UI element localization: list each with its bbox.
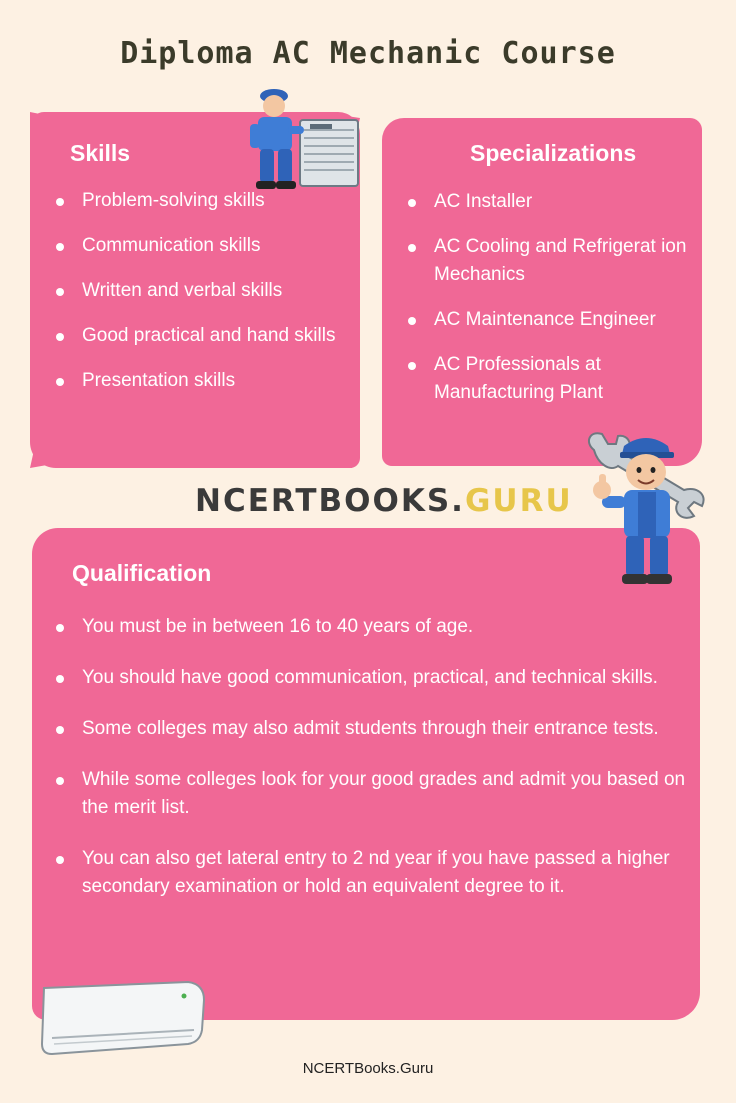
watermark-part1: NCERTBOOKS. (195, 483, 465, 519)
split-air-conditioner-icon (38, 980, 208, 1058)
qualification-heading: Qualification (72, 560, 212, 586)
list-item: Written and verbal skills (52, 277, 352, 305)
footer-text: NCERTBooks.Guru (302, 1060, 434, 1077)
list-item: Problem-solving skills (52, 187, 352, 215)
qualification-panel (32, 528, 700, 1020)
specializations-heading: Specializations (470, 140, 637, 166)
list-item: You should have good communication, practical, and technical skills. (52, 664, 692, 692)
list-item: Communication skills (52, 232, 352, 260)
list-item: While some colleges look for your good grades and admit you based on the merit list. (52, 766, 692, 822)
list-item: You can also get lateral entry to 2 nd year if you have passed a higher secondary examination or hold an equivalent degree to it. (52, 845, 692, 901)
list-item: You must be in between 16 to 40 years of age. (52, 613, 692, 641)
watermark-part2: GURU (464, 483, 573, 519)
list-item: Presentation skills (52, 367, 352, 395)
list-item: Good practical and hand skills (52, 322, 352, 350)
skills-list (52, 187, 352, 412)
list-item: AC Cooling and Refrigerat ion Mechanics (404, 233, 689, 289)
specializations-panel (382, 118, 702, 466)
list-item: AC Maintenance Engineer (404, 306, 689, 334)
list-item: Some colleges may also admit students through their entrance tests. (52, 715, 692, 743)
qualification-list (52, 613, 692, 924)
mechanic-with-wrench-icon (584, 430, 714, 590)
list-item: AC Professionals at Manufacturing Plant (404, 351, 689, 407)
watermark (195, 483, 573, 519)
skills-heading: Skills (70, 140, 131, 166)
specializations-list (404, 188, 689, 424)
list-item: AC Installer (404, 188, 689, 216)
technician-with-ac-unit-icon (244, 86, 362, 196)
page-title: Diploma AC Mechanic Course (120, 36, 616, 71)
